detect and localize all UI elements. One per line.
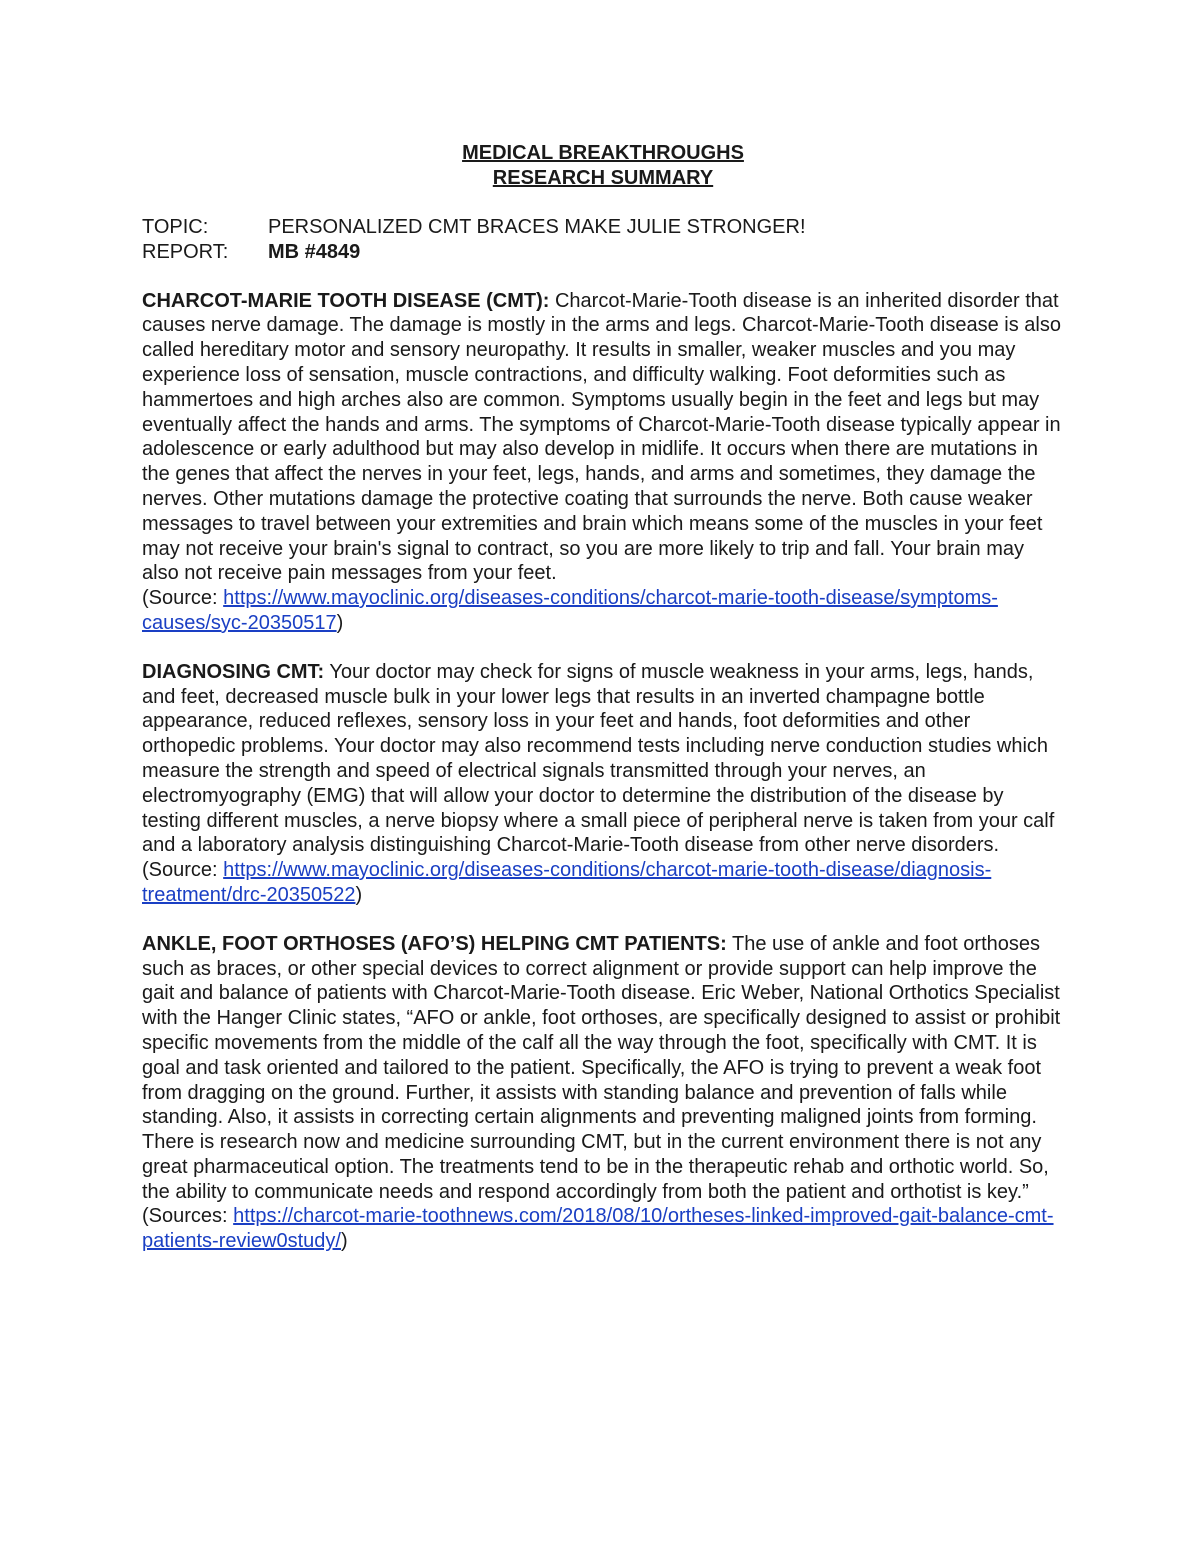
topic-row	[142, 215, 1064, 240]
report-label: REPORT:	[142, 240, 229, 263]
section-cmt-disease	[142, 289, 1064, 636]
source-line	[142, 858, 1064, 908]
report-row	[142, 240, 1064, 265]
source-suffix: )	[340, 1230, 348, 1253]
source-link[interactable]: https://www.mayoclinic.org/diseases-conditions/charcot-marie-tooth-disease/diagnosis-treatment/drc-20350522	[142, 859, 992, 906]
source-prefix: (Source:	[142, 587, 224, 610]
section-title: CHARCOT-MARIE TOOTH DISEASE (CMT):	[142, 289, 550, 312]
section-diagnosing-cmt	[142, 660, 1064, 908]
source-prefix: (Sources:	[142, 1205, 234, 1228]
document-page	[142, 141, 1064, 1254]
section-body: Charcot-Marie-Tooth disease is an inherited disorder that causes nerve damage. The damage is mostly in the arms and legs. Charcot-Marie-Tooth disease is also called hereditary motor and sensory neuropathy. It results in smaller, weaker muscles and you may experience loss of sensation, muscle contractions, and difficulty walking. Foot deformities such as hammertoes and high arches also are common. Symptoms usually begin in the feet and legs but may eventually affect the hands and arms. The symptoms of Charcot-Marie-Tooth disease typically appear in adolescence or early adulthood but may also develop in midlife. It occurs when there are mutations in the genes that affect the nerves in your feet, legs, hands, and arms and sometimes, they damage the nerves. Other mutations damage the protective coating that surrounds the nerve. Both cause weaker messages to travel between your extremities and brain which means some of the muscles in your feet may not receive your brain's signal to contract, so you are more likely to trip and fall. Your brain may also not receive pain messages from your feet.	[142, 289, 1061, 585]
meta-block	[142, 215, 1064, 265]
section-text	[142, 932, 1064, 1205]
source-link[interactable]: https://www.mayoclinic.org/diseases-conditions/charcot-marie-tooth-disease/symptoms-causes/syc-20350517	[142, 587, 998, 634]
section-text	[142, 289, 1064, 587]
report-value: MB #4849	[268, 240, 361, 263]
source-link[interactable]: https://charcot-marie-toothnews.com/2018/08/10/ortheses-linked-improved-gait-balance-cmt-patients-review0study/	[142, 1205, 1054, 1253]
header-subtitle: RESEARCH SUMMARY	[492, 167, 714, 189]
source-prefix: (Source:	[142, 859, 224, 882]
source-line	[142, 586, 1064, 636]
section-title: ANKLE, FOOT ORTHOSES (AFO’S) HELPING CMT PATIENTS:	[142, 932, 727, 955]
document-header	[142, 141, 1064, 191]
source-suffix: )	[336, 611, 344, 634]
topic-value: PERSONALIZED CMT BRACES MAKE JULIE STRONGER!	[268, 216, 806, 238]
source-suffix: )	[355, 883, 363, 906]
section-afo	[142, 932, 1064, 1254]
section-title: DIAGNOSING CMT:	[142, 660, 325, 683]
section-text	[142, 660, 1064, 858]
source-line	[142, 1204, 1064, 1254]
topic-label: TOPIC:	[142, 216, 209, 238]
section-body: The use of ankle and foot orthoses such as braces, or other special devices to correct alignment or provide support can help improve the gait and balance of patients with Charcot-Marie-Tooth disease. Eric Weber, National Orthotics Specialist with the Hanger Clinic states, “AFO or ankle, foot orthoses, are specifically designed to assist or prohibit specific movements from the middle of the calf all the way through the foot, specifically with CMT. It is goal and task oriented and tailored to the patient. Specifically, the AFO is trying to prevent a weak foot from dragging on the ground. Further, it assists with standing balance and prevention of falls while standing. Also, it assists in correcting certain alignments and preventing maligned joints from forming. There is research now and medicine surrounding CMT, but in the current environment there is not any great pharmaceutical option. The treatments tend to be in the therapeutic rehab and orthotic world. So, the ability to communicate needs and respond accordingly from both the patient and orthotist is key.”	[142, 932, 1061, 1203]
header-title: MEDICAL BREAKTHROUGHS	[462, 142, 744, 164]
section-body: Your doctor may check for signs of muscle weakness in your arms, legs, hands, and feet, decreased muscle bulk in your lower legs that results in an inverted champagne bottle appearance, reduced reflexes, sensory loss in your feet and hands, foot deformities and other orthopedic problems. Your doctor may also recommend tests including nerve conduction studies which measure the strength and speed of electrical signals transmitted through your nerves, an electromyography (EMG) that will allow your doctor to determine the distribution of the disease by testing different muscles, a nerve biopsy where a small piece of peripheral nerve is taken from your calf and a laboratory analysis distinguishing Charcot-Marie-Tooth disease from other nerve disorders.	[142, 660, 1055, 857]
